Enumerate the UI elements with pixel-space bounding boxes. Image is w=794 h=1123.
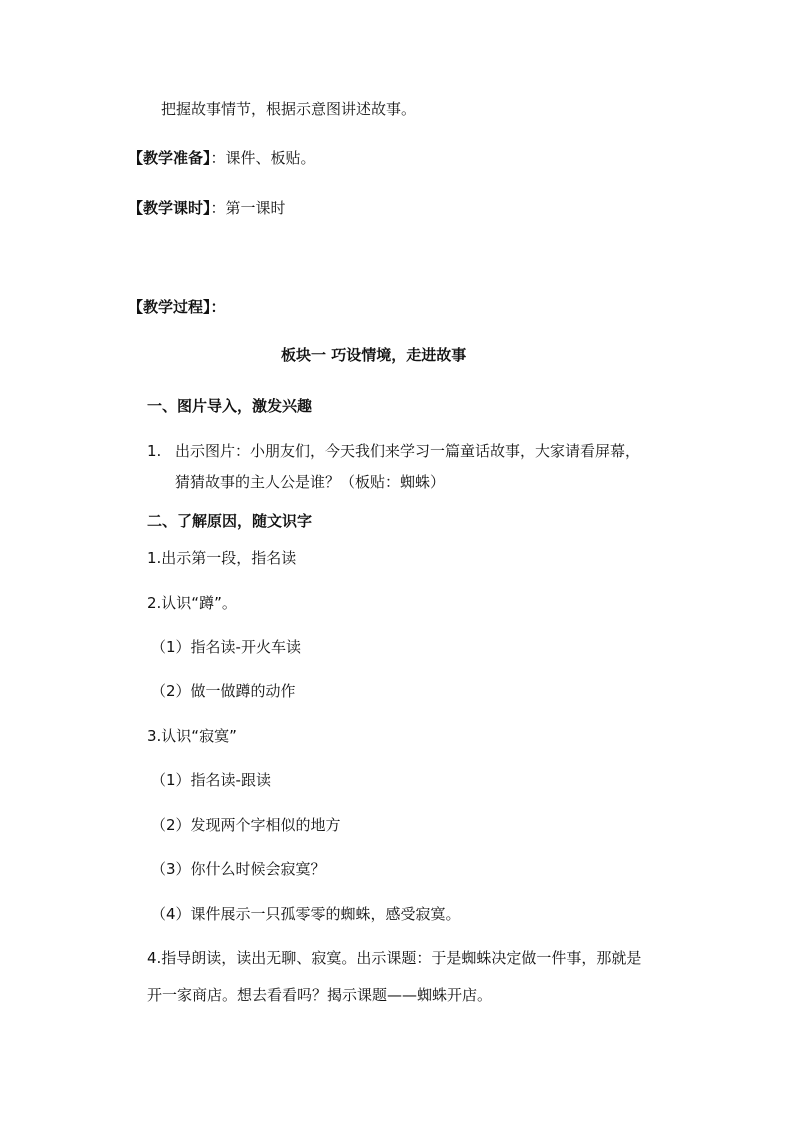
objective-line: 把握故事情节，根据示意图讲述故事。 bbox=[161, 100, 417, 118]
step-3-sub-4: （4）课件展示一只孤零零的蜘蛛，感受寂寞。 bbox=[151, 905, 461, 923]
step-2: 2.认识“蹲”。 bbox=[147, 594, 237, 612]
part1-heading: 一、图片导入，激发兴趣 bbox=[147, 397, 313, 415]
hours-label: 【教学课时】 bbox=[128, 199, 211, 217]
hours-row bbox=[128, 198, 286, 218]
step-3-sub-2: （2）发现两个字相似的地方 bbox=[151, 816, 341, 834]
prep-colon: ： bbox=[210, 149, 226, 167]
step-4-line-1: 4.指导朗读，读出无聊、寂寞。出示课题：于是蜘蛛决定做一件事，那就是 bbox=[147, 949, 642, 967]
step-4-line-2: 开一家商店。想去看看吗？揭示课题——蜘蛛开店。 bbox=[147, 986, 493, 1004]
prep-text: 课件、板贴。 bbox=[225, 149, 316, 167]
part2-heading: 二、了解原因，随文识字 bbox=[147, 512, 313, 530]
step-2-sub-1: （1）指名读-开火车读 bbox=[151, 638, 301, 656]
prep-label: 【教学准备】 bbox=[128, 149, 211, 167]
section-title: 板块一 巧设情境，走进故事 bbox=[281, 346, 467, 364]
prep-row bbox=[128, 148, 316, 168]
part1-item-line2: 猜猜故事的主人公是谁？（板贴：蜘蛛） bbox=[175, 473, 446, 491]
step-1: 1.出示第一段，指名读 bbox=[147, 549, 297, 567]
hours-colon: ： bbox=[210, 199, 226, 217]
hours-text: 第一课时 bbox=[225, 199, 286, 217]
step-3-sub-1: （1）指名读-跟读 bbox=[151, 771, 271, 789]
part1-item-number: 1. bbox=[147, 442, 162, 460]
process-heading: 【教学过程】： bbox=[128, 298, 226, 316]
step-3-sub-3: （3）你什么时候会寂寞？ bbox=[151, 860, 326, 878]
step-2-sub-2: （2）做一做蹲的动作 bbox=[151, 682, 296, 700]
step-3: 3.认识“寂寞” bbox=[147, 727, 237, 745]
part1-item-line1: 出示图片：小朋友们，今天我们来学习一篇童话故事，大家请看屏幕， bbox=[175, 442, 641, 460]
